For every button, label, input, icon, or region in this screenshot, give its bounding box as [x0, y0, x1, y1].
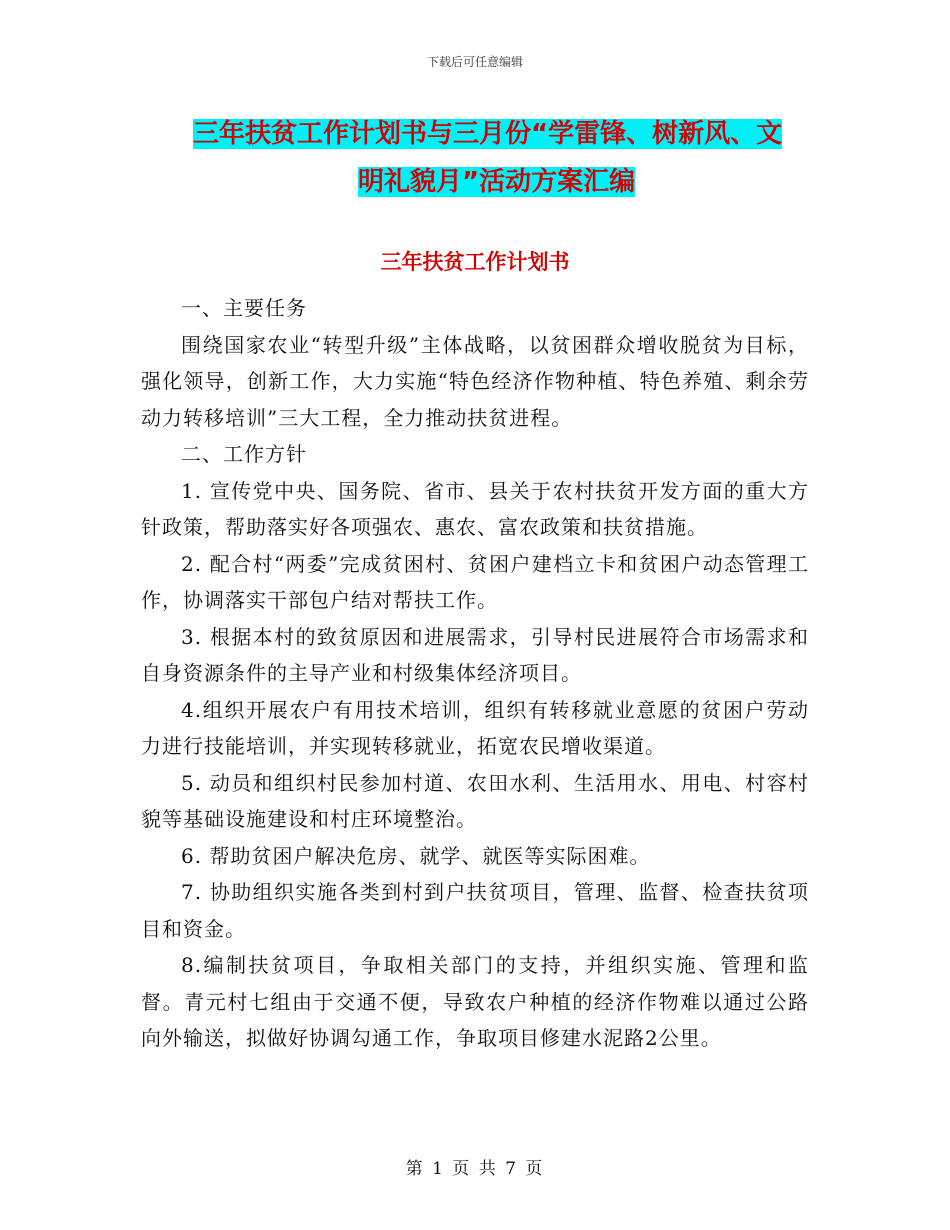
paragraph-item-5: 5. 动员和组织村民参加村道、农田水利、生活用水、用电、村容村貌等基础设施建设和村庄环境整治。 — [141, 770, 809, 831]
paragraph-item-2: 2. 配合村“两委”完成贫困村、贫困户建档立卡和贫困户动态管理工作，协调落实干部包户结对帮扶工作。 — [141, 551, 809, 612]
document-body — [141, 290, 809, 1057]
heading-main-tasks: 一、主要任务 — [181, 296, 307, 320]
heading-work-guidelines: 二、工作方针 — [181, 442, 307, 466]
paragraph-item-8: 8.编制扶贫项目，争取相关部门的支持，并组织实施、管理和监督。青元村七组由于交通不便，导致农户种植的经济作物难以通过公路向外输送，拟做好协调勾通工作，争取项目修建水泥路2公里。 — [141, 953, 809, 1050]
paragraph-item-6: 6. 帮助贫困户解决危房、就学、就医等实际困难。 — [181, 843, 651, 868]
page-number: 第 1 页 共 7 页 — [405, 1159, 545, 1179]
header-note: 下载后可任意编辑 — [426, 55, 523, 69]
document-title — [193, 110, 805, 206]
section-title: 三年扶贫工作计划书 — [380, 250, 570, 274]
paragraph-item-1: 1. 宣传党中央、国务院、省市、县关于农村扶贫开发方面的重大方针政策，帮助落实好各项强农、惠农、富农政策和扶贫措施。 — [141, 478, 809, 539]
paragraph-item-7: 7. 协助组织实施各类到村到户扶贫项目，管理、监督、检查扶贫项目和资金。 — [141, 880, 809, 941]
paragraph-main-tasks: 围绕国家农业“转型升级”主体战略，以贫困群众增收脱贫为目标，强化领导，创新工作，大力实施“特色经济作物种植、特色养殖、剩余劳动力转移培训”三大工程，全力推动扶贫进程。 — [141, 332, 809, 430]
paragraph-item-3: 3. 根据本村的致贫原因和进展需求，引导村民进展符合市场需求和自身资源条件的主导产业和村级集体经济项目。 — [141, 624, 809, 685]
document-title-line-2: 明礼貌月”活动方案汇编 — [358, 167, 636, 197]
paragraph-item-4: 4.组织开展农户有用技术培训，组织有转移就业意愿的贫困户劳动力进行技能培训，并实现转移就业，拓宽农民增收渠道。 — [141, 697, 809, 758]
document-title-line-1: 三年扶贫工作计划书与三月份“学雷锋、树新风、文 — [193, 119, 783, 149]
document-title-line-2-wrap — [193, 167, 635, 197]
